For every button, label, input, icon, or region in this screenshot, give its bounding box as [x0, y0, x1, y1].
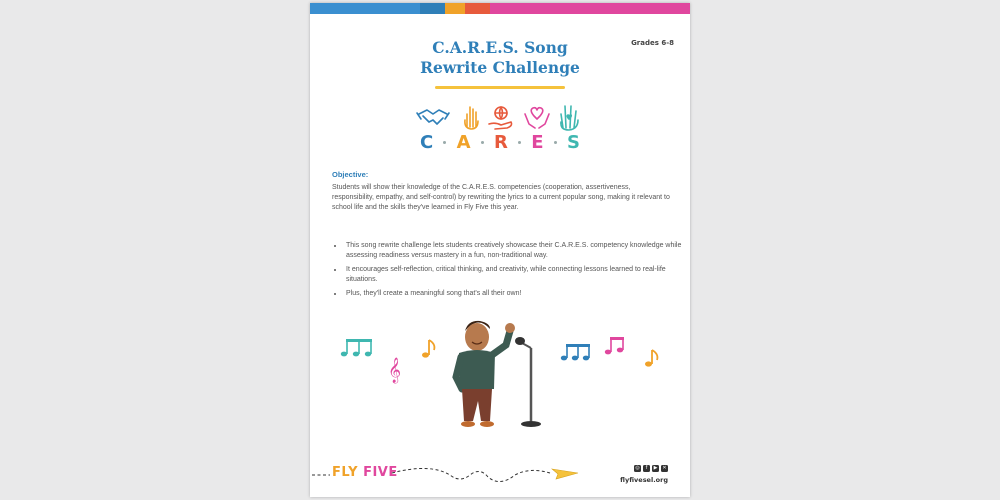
cares-dot: [554, 141, 557, 144]
beamed-notes-icon: [341, 339, 372, 356]
page-title-line1: C.A.R.E.S. Song: [432, 38, 568, 57]
globe-in-hand-icon: [489, 107, 512, 129]
bar-segment-red: [465, 3, 490, 14]
objective-heading: Objective:: [332, 170, 369, 179]
shoe-left: [461, 421, 475, 427]
waving-hand: [505, 323, 515, 333]
social-links: [634, 465, 668, 472]
x-icon[interactable]: ✕: [662, 465, 667, 471]
raised-hand-icon: [465, 107, 478, 129]
pants: [462, 389, 492, 421]
page-title-line2: Rewrite Challenge: [420, 58, 580, 77]
heart-in-hands-icon: [525, 108, 549, 128]
cares-dot: [481, 141, 484, 144]
beamed-notes-icon: [561, 344, 590, 360]
microphone-stand-icon: [515, 337, 541, 427]
bar-segment-blue: [310, 3, 420, 14]
eighth-note-icon: [422, 340, 434, 358]
paper-plane-icon: [552, 469, 578, 479]
music-notes-right: [561, 337, 658, 367]
brand-word-five: FIVE: [363, 465, 398, 480]
cares-letters: [420, 128, 580, 156]
bar-segment-orange: [445, 3, 465, 14]
objective-text: Students will show their knowledge of the C.A.R.E.S. competencies (cooperation, assertiveness, responsibility, empathy, and self-control) by rewriting the lyrics to a current popular song, making it relevant to school life and the skills they've learned in Fly Five this year.: [332, 184, 670, 211]
website-link[interactable]: flyfivesel.org: [620, 476, 668, 484]
brand-word-fly: FLY: [332, 465, 359, 480]
top-color-bar: [310, 3, 690, 14]
cares-letter-s: S: [566, 131, 580, 153]
double-note-icon: [605, 337, 624, 354]
hand-heart-icon: [561, 106, 578, 130]
cares-letter-c: C: [420, 131, 434, 153]
cares-letter-a: A: [456, 131, 471, 153]
singer-character: [456, 321, 515, 427]
benefits-list: [332, 241, 682, 303]
handshake-icon: [417, 110, 449, 124]
bar-segment-darkblue: [420, 3, 445, 14]
bar-segment-pink: [490, 3, 690, 14]
raised-arm: [492, 331, 510, 355]
music-notes-left: [341, 339, 435, 383]
eighth-note-icon: [645, 350, 657, 367]
list-item: • It encourages self-reflection, critical thinking, and creativity, while connecting lessons learned to real-life situations.: [344, 265, 682, 285]
list-item: • This song rewrite challenge lets students creatively showcase their C.A.R.E.S. competency knowledge while assessing readiness versus mastery in a fun, non-traditional way.: [344, 241, 682, 261]
grade-level: Grades 6-8: [631, 39, 674, 47]
title-underline: [435, 86, 565, 89]
singer-illustration: [310, 303, 690, 443]
shoe-right: [480, 421, 494, 427]
list-item: • Plus, they'll create a meaningful song that's all their own!: [344, 289, 682, 299]
head: [465, 323, 489, 351]
facebook-icon[interactable]: f: [643, 465, 650, 472]
cares-dot: [443, 141, 446, 144]
instagram-icon[interactable]: ◎: [635, 465, 640, 471]
fly-five-logo: [332, 465, 398, 480]
treble-clef-icon: 𝄞: [388, 358, 402, 383]
cares-letter-r: R: [493, 131, 508, 153]
cares-dot: [518, 141, 521, 144]
document-page: [310, 3, 690, 497]
youtube-icon[interactable]: ▶: [653, 465, 658, 471]
cares-letter-e: E: [531, 131, 544, 153]
